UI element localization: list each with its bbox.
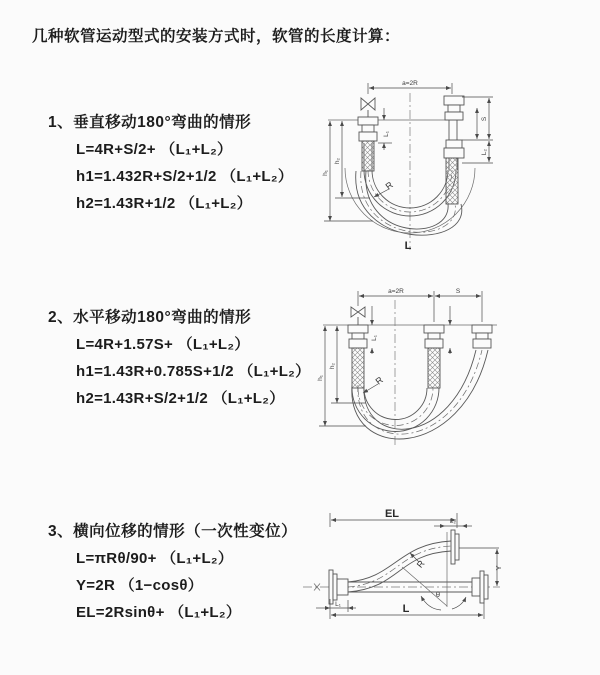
dim-label-a2r: a=2R — [402, 80, 418, 87]
section-2-formula-h1: h1=1.43R+0.785S+1/2 （L₁+L₂） — [76, 363, 311, 380]
section-2-heading: 2、水平移动180°弯曲的情形 — [48, 309, 252, 326]
dim-label-l1: L₁ — [371, 335, 378, 341]
top-right-flange-fitting — [451, 530, 459, 564]
dim-label-a2r: a=2R — [388, 288, 404, 295]
dim-label-h2: h₂ — [334, 157, 341, 165]
section-2-formula-L: L=4R+1.57S+ （L₁+L₂） — [76, 336, 250, 353]
diagram-horizontal-180-bend — [310, 283, 600, 455]
s-curve-hose-displaced — [348, 541, 451, 592]
section-3-heading: 3、横向位移的情形（一次性变位） — [48, 523, 298, 540]
dim-label-s: S — [455, 288, 461, 295]
radius-label: R — [414, 558, 427, 570]
section-1-heading: 1、垂直移动180°弯曲的情形 — [48, 114, 252, 131]
dim-label-h1: h₁ — [322, 170, 329, 176]
section-3-formula-Y: Y=2R （1−cosθ） — [76, 577, 204, 594]
dimensions — [322, 80, 493, 252]
construction-lines — [323, 300, 497, 446]
dim-label-el: EL — [384, 508, 400, 520]
moved-fitting — [472, 325, 492, 348]
section-2-formula-h2: h2=1.43R+S/2+1/2 （L₁+L₂） — [76, 390, 285, 407]
diagram-lateral-displacement — [300, 498, 600, 630]
braided-hose-section — [446, 158, 458, 204]
dimensions — [317, 288, 482, 426]
dim-label-h1: h₁ — [317, 375, 324, 381]
dim-label-l1: L₁ — [335, 601, 341, 608]
dim-label-theta: θ — [435, 590, 441, 599]
section-1-formula-h2: h2=1.43R+1/2 （L₁+L₂） — [76, 195, 253, 212]
break-mark — [314, 584, 320, 591]
diagram-vertical-180-bend — [315, 78, 600, 256]
middle-fitting — [424, 325, 444, 388]
valve-icon — [361, 98, 375, 117]
dim-label-l2: L₂ — [481, 148, 488, 156]
dim-label-y: Y — [494, 565, 503, 571]
hose-u-bends — [352, 350, 488, 439]
dim-label-h2: h₂ — [329, 362, 336, 370]
right-fitting-two-positions — [444, 96, 464, 204]
page-title: 几种软管运动型式的安装方式时，软管的长度计算： — [32, 28, 401, 45]
section-3-formula-EL: EL=2Rsinθ+ （L₁+L₂） — [76, 604, 242, 621]
radius-label: R — [383, 179, 395, 192]
dim-label-s: S — [481, 116, 488, 122]
left-fitting — [358, 117, 378, 171]
braided-hose-section — [362, 141, 374, 171]
left-flange-fitting — [329, 570, 348, 604]
length-label: L — [404, 240, 412, 252]
section-3-formula-L: L=πRθ/90+ （L₁+L₂） — [76, 550, 234, 567]
section-1-formula-h1: h1=1.432R+S/2+1/2 （L₁+L₂） — [76, 168, 294, 185]
valve-icon — [351, 307, 365, 325]
braided-hose-section — [428, 348, 440, 388]
radius-label: R — [373, 374, 385, 387]
dim-label-l2: L₂ — [449, 518, 457, 525]
dim-label-l1: L₁ — [383, 131, 390, 137]
braided-hose-section — [352, 348, 364, 388]
length-label: L — [402, 603, 410, 615]
construction-lines — [328, 93, 463, 250]
left-fitting — [348, 325, 368, 388]
section-1-formula-L: L=4R+S/2+ （L₁+L₂） — [76, 141, 233, 158]
